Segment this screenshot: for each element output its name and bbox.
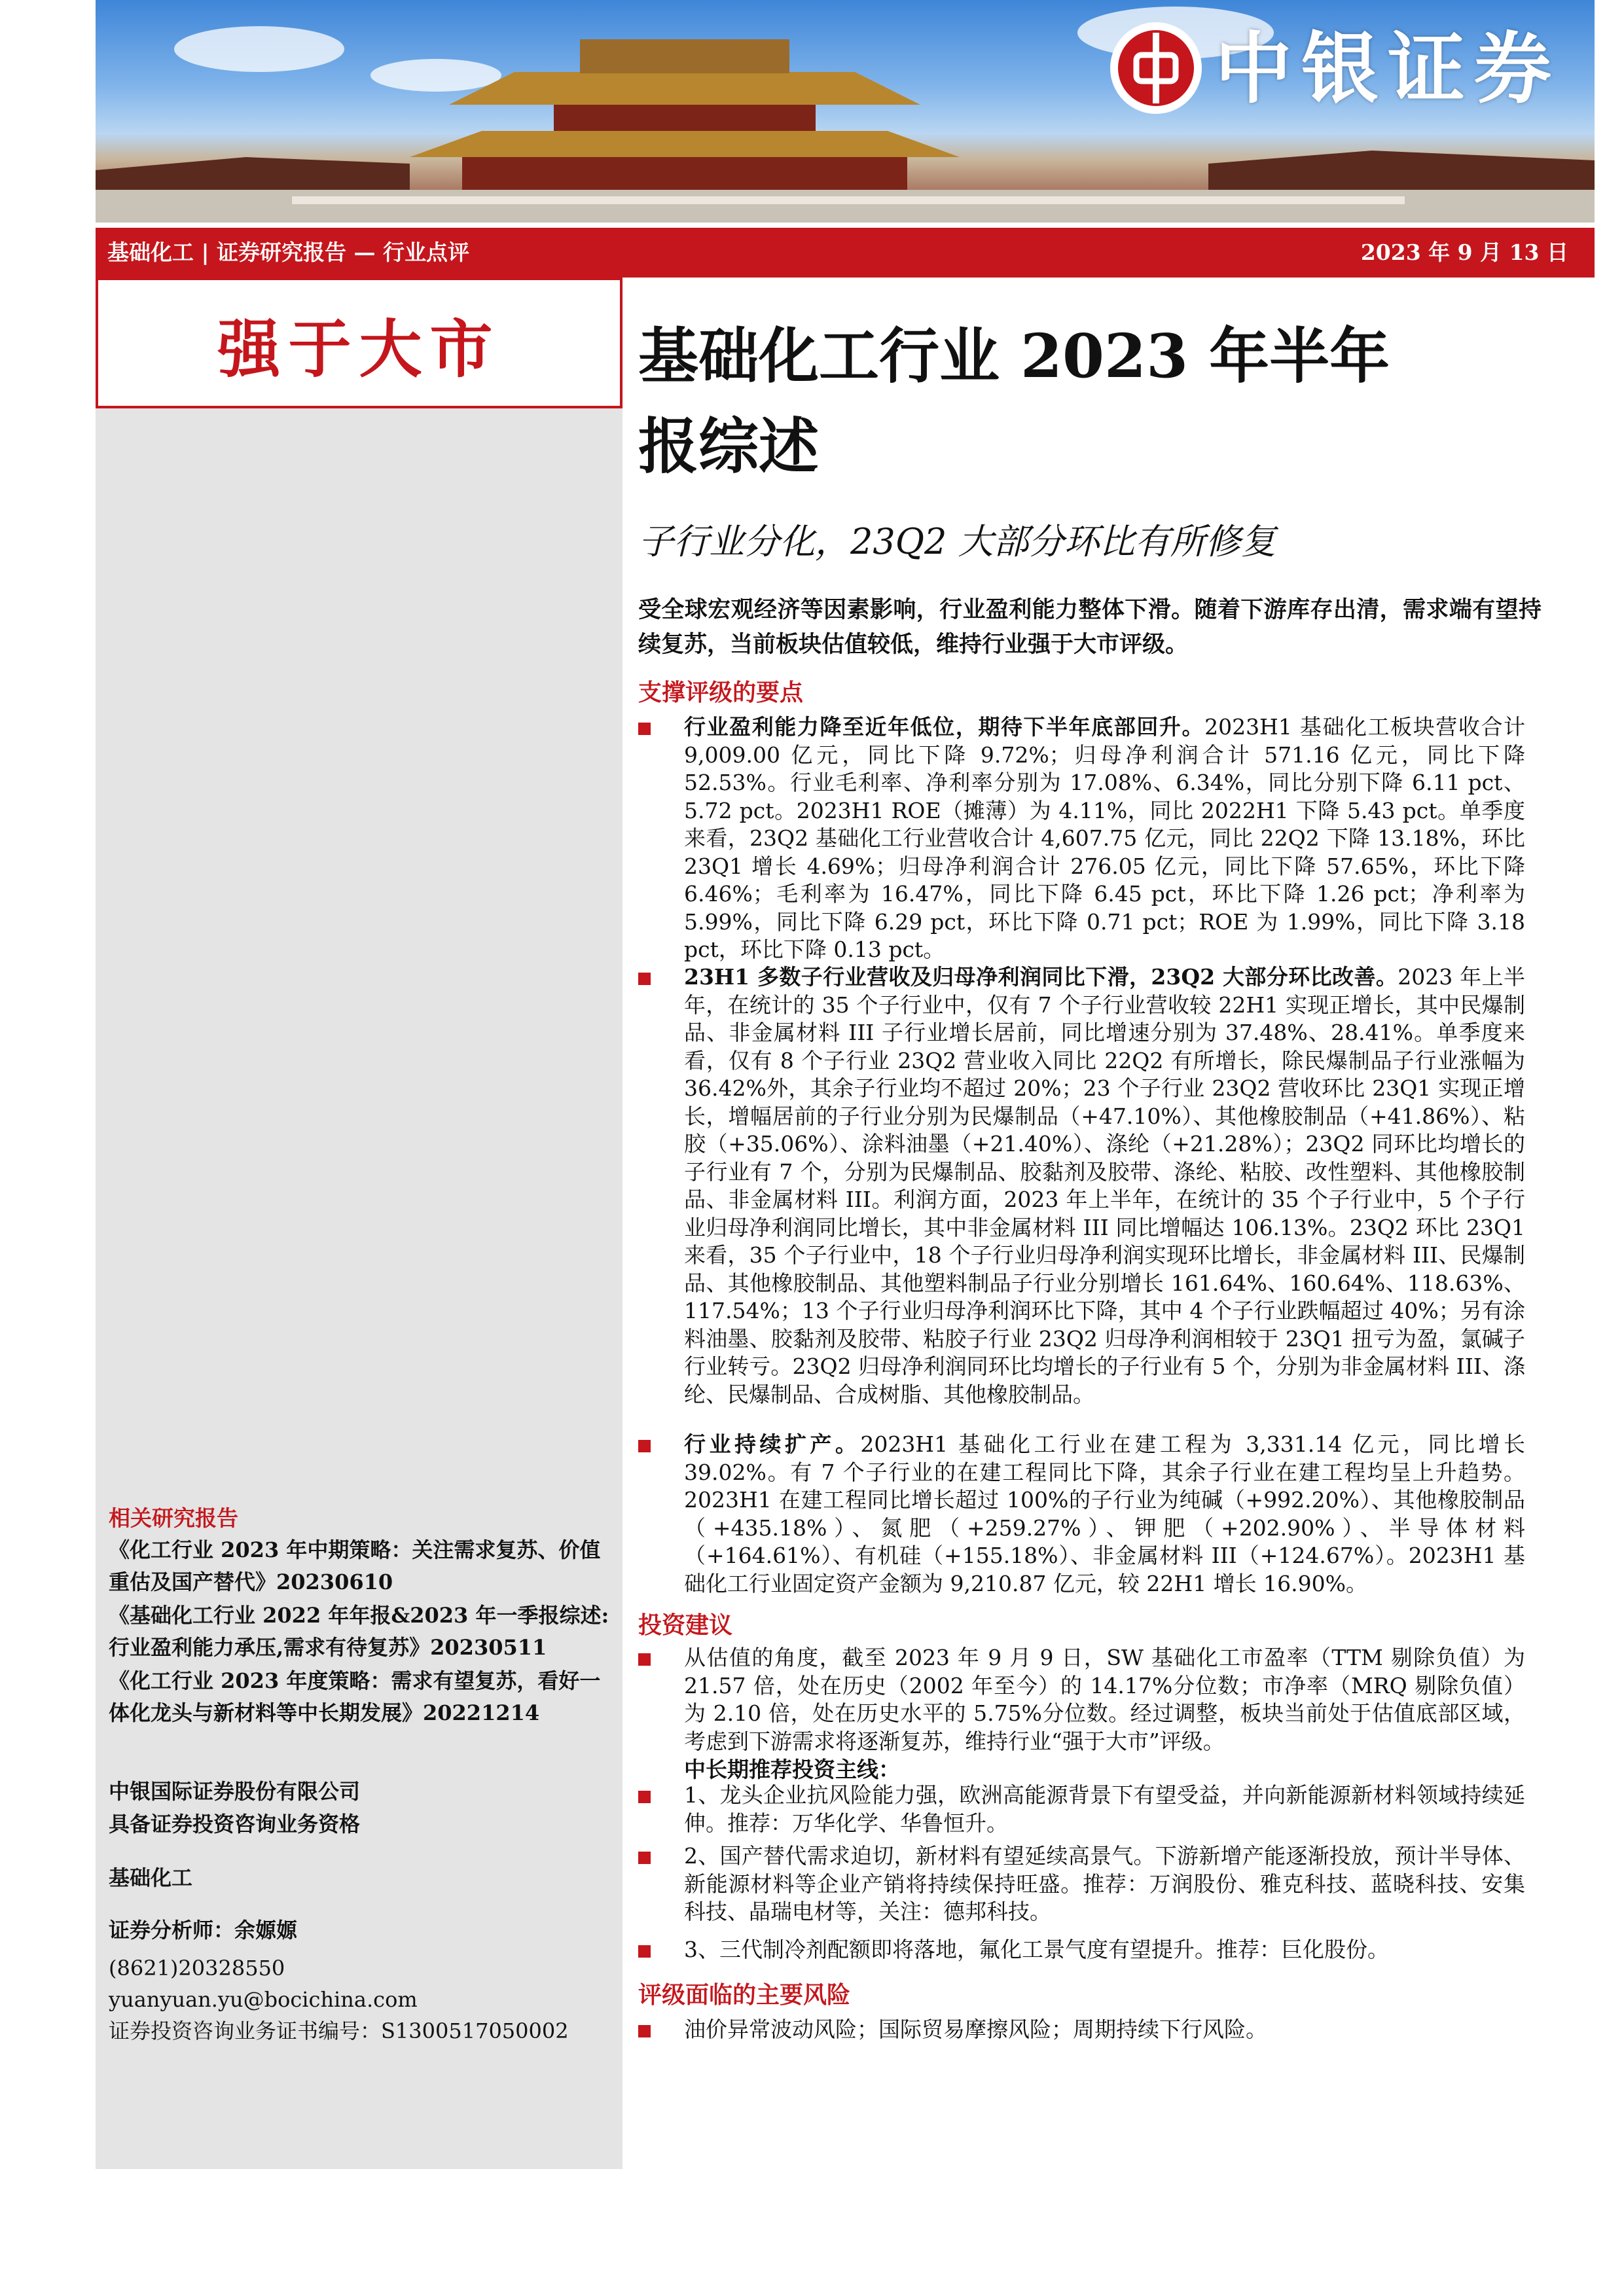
point-body: 2023H1 基础化工板块营收合计 9,009.00 亿元，同比下降 9.72%；归母净利润合计 571.16 亿元，同比下降 52.53%。行业毛利率、净利率分别为 17.08%、6.34%，同比分别下降 6.11 pct、5.72 pct。2023H1 ROE（摊薄）为 4.11%，同比 2022H1 下降 5.43 pct。单季度来看，23Q2 基础化工行业营收合计 4,607.75 亿元，同比 22Q2 下降 13.18%，环比 23Q1 增长 4.69%；归母净利润合计 276.05 亿元，同比下降 57.65%，环比下降 6.46%；毛利率为 16.47%，同比下降 6.45 pct，环比下降 1.26 pct；净利率为 5.99%，同比下降 6.29 pct，环比下降 0.71 pct；ROE 为 1.99%，同比下降 3.18 pct，环比下降 0.13 pct。 <box>684 714 1526 962</box>
point-body: 2023 年上半年，在统计的 35 个子行业中，仅有 7 个子行业营收较 22H1 实现正增长，其中民爆制品、非金属材料 III 子行业增长居前，同比增速分别为 37.48%、28.41%。单季度来看，仅有 8 个子行业 23Q2 营业收入同比 22Q2 有所增长，除民爆制品子行业涨幅为 36.42%外，其余子行业均不超过 20%；23 个子行业 23Q2 营收环比 23Q1 实现正增长，增幅居前的子行业分别为民爆制品（+47.10%）、其他橡胶制品（+41.86%）、粘胶（+35.06%）、涂料油墨（+21.40%）、涤纶（+21.28%）；23Q2 同环比均增长的子行业有 7 个，分别为民爆制品、胶黏剂及胶带、涤纶、粘胶、改性塑料、其他橡胶制品、非金属材料 III。利润方面，2023 年上半年，在统计的 35 个子行业中，5 个子行业归母净利润同比增长，其中非金属材料 III 同比增幅达 106.13%。23Q2 环比 23Q1 来看，35 个子行业中，18 个子行业归母净利润实现环比增长，非金属材料 III、民爆制品、其他橡胶制品、其他塑料制品子行业分别增长 161.64%、160.64%、118.63%、117.54%；13 个子行业归母净利润环比下降，其中 4 个子行业跌幅超过 40%；另有涂料油墨、胶黏剂及胶带、粘胶子行业 23Q2 归母净利润相较于 23Q1 扭亏为盈，氯碱子行业转亏。23Q2 归母净利润同环比均增长的子行业有 5 个，分别为非金属材料 III、涤纶、民爆制品、合成树脂、其他橡胶制品。 <box>684 964 1525 1407</box>
header-banner-image <box>96 0 1595 223</box>
analyst-name: 证券分析师：余嫄嫄 <box>109 1918 298 1943</box>
analyst-email[interactable]: yuanyuan.yu@bocichina.com <box>109 1987 418 2012</box>
sidebar-panel <box>96 408 623 2169</box>
section-title-support: 支撑评级的要点 <box>638 679 804 706</box>
report-title-line2: 报综述 <box>638 411 820 482</box>
bullet-square-icon <box>638 723 651 735</box>
rating-label: 强于大市 <box>217 313 501 386</box>
investment-text: 从估值的角度，截至 2023 年 9 月 9 日，SW 基础化工市盈率（TTM 剔除负值）为 21.57 倍，处在历史（2002 年至今）的 14.17%分位数；市净率（MRQ 剔除负值）为 2.10 倍，处在历史水平的 5.75%分位数。经过调整，板块当前处于估值底部区域，考虑到下游需求将逐渐复苏，维持行业“强于大市”评级。 <box>684 1645 1525 1754</box>
company-name: 中银国际证券股份有限公司 <box>109 1779 361 1804</box>
section-title-investment: 投资建议 <box>638 1611 733 1639</box>
brand-logo <box>1104 13 1595 124</box>
point-heading: 行业持续扩产。 <box>684 1431 861 1457</box>
report-title <box>638 311 1581 492</box>
brand-name: 中银证券 <box>1215 24 1561 114</box>
rating-box <box>96 278 623 408</box>
report-category: 基础化工 | 证券研究报告 — 行业点评 <box>107 240 469 265</box>
point-heading: 23H1 多数子行业营收及归母净利润同比下滑，23Q2 大部分环比改善。 <box>684 964 1398 990</box>
report-subtitle: 子行业分化，23Q2 大部分环比有所修复 <box>638 521 1276 562</box>
investment-subhead: 中长期推荐投资主线： <box>684 1757 900 1782</box>
related-report-item[interactable]: 《化工行业 2023 年度策略：需求有望复苏，看好一体化龙头与新材料等中长期发展》20221214 <box>109 1668 601 1725</box>
related-report-item[interactable]: 《化工行业 2023 年中期策略：关注需求复苏、价值重估及国产替代》20230610 <box>109 1537 601 1594</box>
investment-line-text: 1、龙头企业抗风险能力强，欧洲高能源背景下有望受益，并向新能源新材料领域持续延伸。推荐：万华化学、华鲁恒升。 <box>684 1782 1525 1836</box>
point-heading: 行业盈利能力降至近年低位，期待下半年底部回升。 <box>684 714 1205 740</box>
analyst-license: 证券投资咨询业务证书编号：S1300517050002 <box>109 2018 569 2043</box>
investment-line-text: 2、国产替代需求迫切，新材料有望延续高景气。下游新增产能逐渐投放，预计半导体、新能源材料等企业产销将持续保持旺盛。推荐：万润股份、雅克科技、蓝晓科技、安集科技、晶瑞电材等，关注：德邦科技。 <box>684 1843 1525 1924</box>
company-qualification: 具备证券投资咨询业务资格 <box>109 1812 361 1837</box>
lead-summary: 受全球宏观经济等因素影响，行业盈利能力整体下滑。随着下游库存出清，需求端有望持续复苏，当前板块估值较低，维持行业强于大市评级。 <box>638 596 1542 658</box>
investment-line-text: 3、三代制冷剂配额即将落地，氟化工景气度有望提升。推荐：巨化股份。 <box>684 1937 1389 1962</box>
risk-text: 油价异常波动风险；国际贸易摩擦风险；周期持续下行风险。 <box>684 2017 1267 2042</box>
point-body: 2023H1 基础化工行业在建工程为 3,331.14 亿元，同比增长 39.02%。有 7 个子行业的在建工程同比下降，其余子行业在建工程均呈上升趋势。2023H1 在建工程同比增长超过 100%的子行业为纯碱（+992.20%）、其他橡胶制品（+435.18%）、氮肥（+259.27%）、钾肥（+202.90%）、半导体材料（+164.61%）、有机硅（+155.18%）、非金属材料 III（+124.67%）。2023H1 基础化工行业固定资产金额为 9,210.87 亿元，较 22H1 增长 16.90%。 <box>684 1431 1525 1596</box>
sector-name: 基础化工 <box>109 1865 193 1890</box>
report-date: 2023 年 9 月 13 日 <box>1360 240 1568 265</box>
bullet-square-icon <box>638 1852 651 1864</box>
category-bar <box>96 228 1595 278</box>
bank-logo-icon <box>1110 22 1202 114</box>
report-title-line1: 基础化工行业 2023 年半年 <box>638 321 1390 391</box>
bullet-square-icon <box>638 1440 651 1452</box>
related-reports-title: 相关研究报告 <box>109 1505 238 1531</box>
bullet-square-icon <box>638 2025 651 2037</box>
analyst-phone: (8621)20328550 <box>109 1956 285 1981</box>
bullet-square-icon <box>638 1945 651 1958</box>
bullet-square-icon <box>638 1791 651 1803</box>
section-title-risk: 评级面临的主要风险 <box>638 1981 851 2009</box>
bullet-square-icon <box>638 1653 651 1666</box>
related-report-item[interactable]: 《基础化工行业 2022 年年报&2023 年一季报综述:行业盈利能力承压,需求有待复苏》20230511 <box>109 1603 609 1660</box>
bullet-square-icon <box>638 973 651 985</box>
